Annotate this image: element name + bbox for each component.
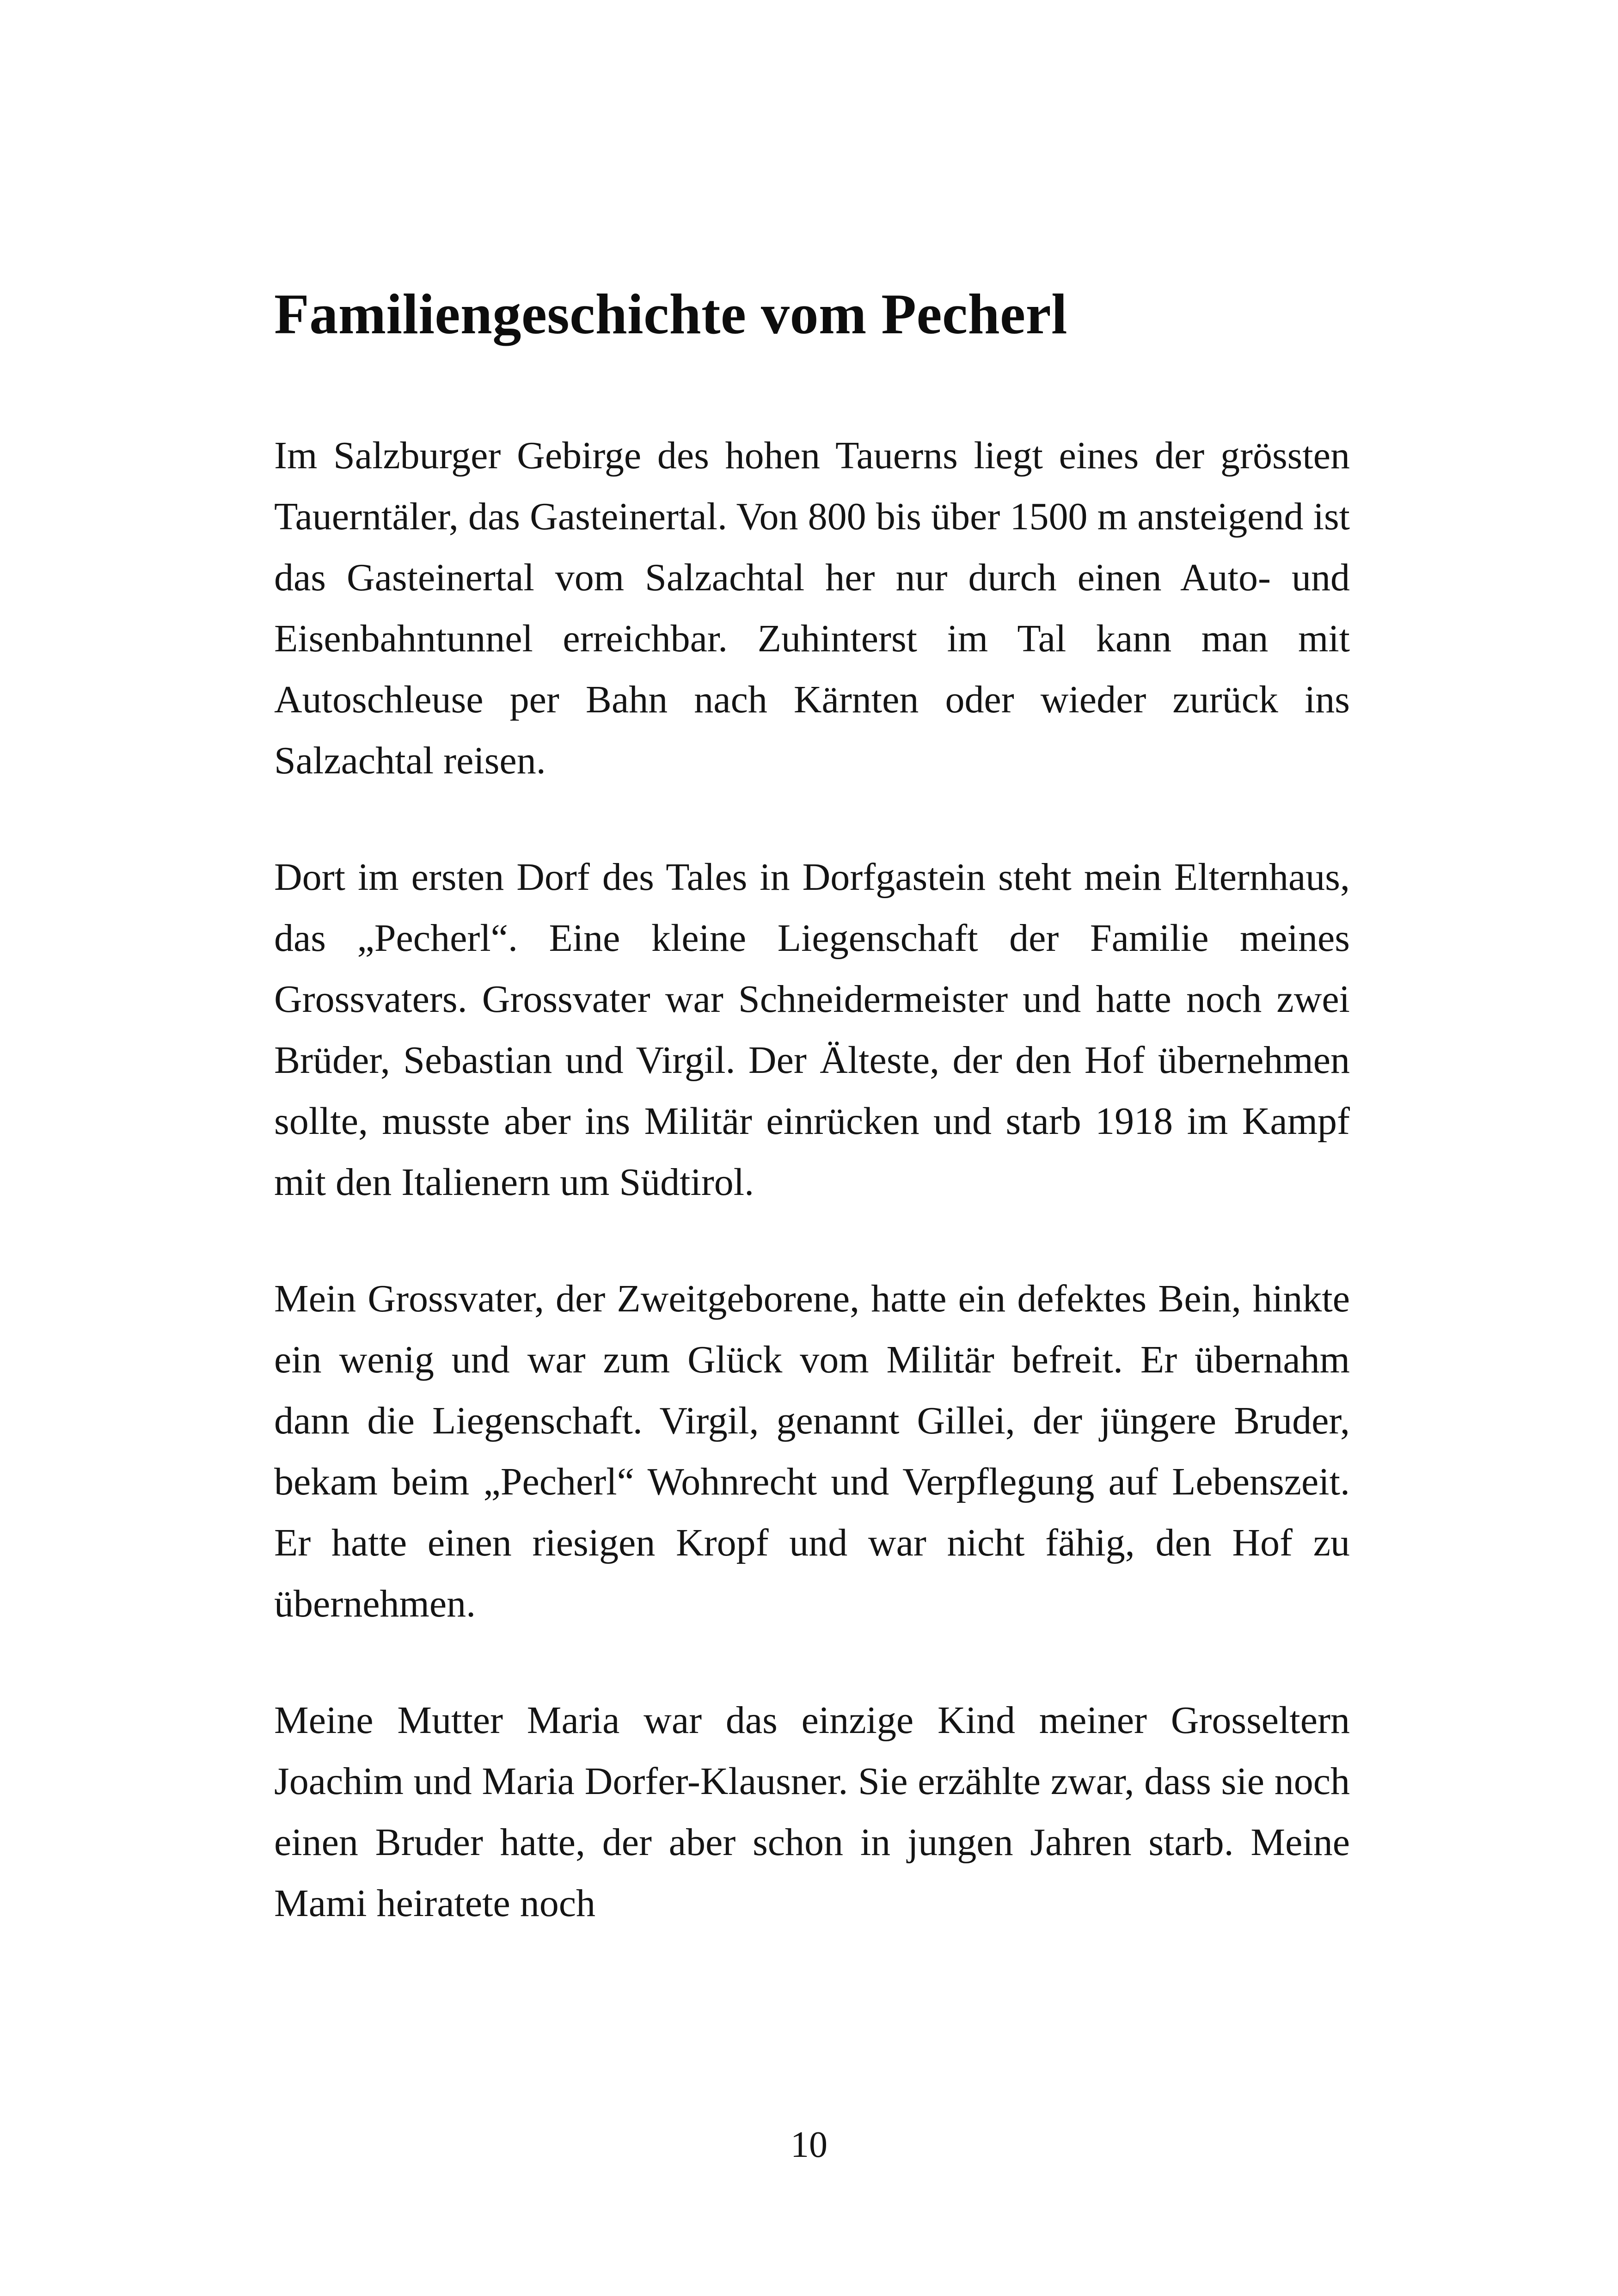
body-text <box>274 425 1350 1934</box>
paragraph: Meine Mutter Maria war das einzige Kind meiner Grosseltern Joachim und Maria Dorfer-Klausner. Sie erzählte zwar, dass sie noch einen Bruder hatte, der aber schon in jungen Jahren starb. Meine Mami heiratete noch <box>274 1699 1350 1925</box>
chapter-title: Familiengeschichte vom Pecherl <box>274 282 1068 346</box>
paragraph: Im Salzburger Gebirge des hohen Tauerns liegt eines der grössten Tauerntäler, das Gasteinertal. Von 800 bis über 1500 m ansteigend ist das Gasteinertal vom Salzachtal her nur durch einen Auto- und Eisenbahntunnel erreichbar. Zuhinterst im Tal kann man mit Autoschleuse per Bahn nach Kärnten oder wieder zurück ins Salzachtal reisen. <box>274 434 1350 782</box>
paragraph: Mein Grossvater, der Zweitgeborene, hatte ein defektes Bein, hinkte ein wenig und war zum Glück vom Militär befreit. Er übernahm dann die Liegenschaft. Virgil, genannt Gillei, der jüngere Bruder, bekam beim „Pecherl“ Wohnrecht und Verpflegung auf Lebenszeit. Er hatte einen riesigen Kropf und war nicht fähig, den Hof zu übernehmen. <box>274 1277 1350 1625</box>
page-content <box>274 273 1350 1934</box>
paragraph: Dort im ersten Dorf des Tales in Dorfgastein steht mein Elternhaus, das „Pecherl“. Eine kleine Liegenschaft der Familie meines Grossvaters. Grossvater war Schneidermeister und hatte noch zwei Brüder, Sebastian und Virgil. Der Älteste, der den Hof übernehmen sollte, musste aber ins Militär einrücken und starb 1918 im Kampf mit den Italienern um Südtirol. <box>274 856 1350 1204</box>
page-number: 10 <box>791 2125 827 2165</box>
